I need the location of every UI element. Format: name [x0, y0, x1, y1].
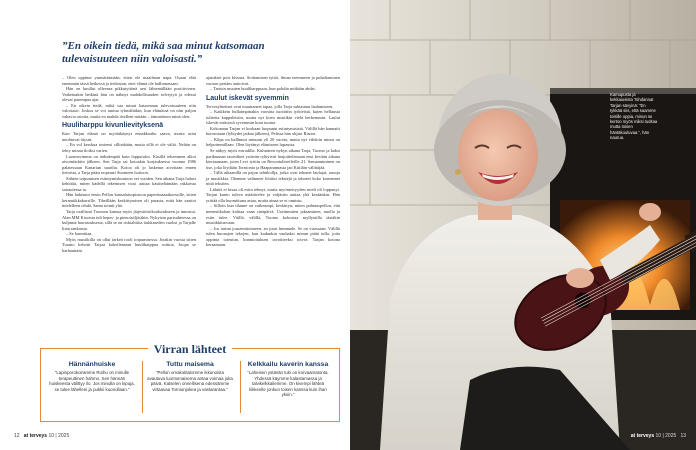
body-column-2	[206, 75, 340, 248]
paragraph: Hän on kuullut olleensa pikkutyttönä aeri lähtemällään positiivinen. Vaikeinakin hetkinä hän on nähnyt mahdollisuuden selviytyä ja edessä olevat parempaa ajat.	[62, 86, 196, 103]
paragraph: Tervesyhteitset ovat muuttaneet tapaa, jolla Tarja suhtautuu laulamiseen.	[206, 103, 334, 109]
issue-number: 10 | 2025	[655, 433, 677, 439]
pull-quote: ”En oikein tiedä, mikä saa minut katsomaan tulevaisuuteen niin valoisasti.”	[62, 40, 265, 65]
photo-caption: Kamupusta ja kekkaiusista Tohdannat Tarjan sävyinä: ”En tykkää siis, että saamme toisille oppia, minun se kertoo myös miksi tuoltaa mutta toisen häntäkuuluvaa.”, hän naurua.	[610, 92, 658, 141]
source-text: ”Lapinporokoiramme Roihu on minulle terapeuttinen hahmo. Sen hännän huiskeesta välittyy ilo. Jos minulla on kipuja, se tulee lähelleni ja pukkii kuonollaan.”	[49, 370, 135, 392]
source-item	[245, 361, 331, 398]
source-item	[147, 361, 233, 392]
source-item	[49, 361, 135, 392]
paragraph: – Jos tartun jouseenitoimeen, en juuri hinnmale. Se on virassaan. Välillä tulen huonojen tekojen, kun kadunkin vanhaksi minun pitää tulla, jotta oppinta toteutun, kunnioituksen tavoitteeksi toivot. Tarjan kotona keraamaan.	[206, 225, 340, 248]
source-title: Tuttu maisema	[166, 361, 214, 368]
paragraph: – Tällä aikaanillä on pajon tahtikollja, jotka ovat tehneet laulujat, runoja ja musiikkia. Olemme valinneet löitäisi tekstejä ja tehneet koko komennet niitä tekstien.	[206, 170, 340, 187]
paragraph: Hän hakeutui ensin Pellon kansalaisopistoon paperiinaasakurssille, sitten keramiikkakursille. Tiheillään keskittymisen oli parasta, mitä hän saattoi mielelleen tehdä, Sama toimii yhä.	[62, 192, 196, 209]
divider	[240, 361, 241, 413]
paragraph: – Tartuin muuten huuliharppuun, kun pohdin mitkään ahdat.	[210, 86, 316, 92]
paragraph: – Silloin kun tilanne on vaikeampi, keskittyn, miten puhtauspellon, että menestikohan kohtaa vaan sinäpäivä. Useimmiten jaksaminen, nuolla ja esiin tulee. Väillä, välillä, Tuomo kokostaa myllytailla tästäkin musiikkitarvaan.	[206, 203, 340, 226]
paragraph: Myös musiikilla on ollut tärkeä rooli toipumisessa. Jotakin vuosia sitten Tuomo kehotti Tarjaa kokeilemaan huuliharppua soittoa. Joopa se harhauttaisi	[62, 236, 196, 253]
sources-title: Virran lähteet	[148, 342, 233, 356]
paragraph: Luomisvimma on tärkeämpää kuin lopputulos. Käsillä tekeminen alkoi aivoinfarktin jälkeen. Sen Tarja sai kotoakin korjauksessa vuonna 1986 palatessaan Kanarian saarilta. Kotoa oli jo lasketun aivoitaan ennen tietoista, a Tarja pääsi nopeasti Suomeen hoitoon.	[62, 153, 196, 176]
subheading: Laulut iskevät syvemmin	[206, 94, 289, 102]
paragraph: Siihien toipumisen esiintymiskuntoon vei vuoden. Sen aikana Tarja halusi kehittää, miten kädellä tekemisen voisi auttaa käsitteltämään rakkavaa sairautensa ta.	[62, 175, 196, 192]
paragraph: Tarja osallistui Tuomon kanssa myös järjestöisökoulutukseen ja innostui. Alan MM Kisoista tuli hepes- ja pienoisöljäsihin. Nykyisin parisuhteessa on kuljunut harrastuksesta, sillä se on riskialttiita tiukkaseden vuoksi ja Tarjalle liian rankaista.	[62, 209, 196, 231]
source-text: ”Pellon omakotitalomme ikkunoista avautuva luontomaisema antaa voimaa joka päivä. Katselen onnellisena edessämme virtaavaa Tornionjokea ja vastarantaa.”	[147, 370, 233, 392]
paragraph: Se näkyy myös estradilla. Kulunteen nykyn aikana Tarja, Tuomo ja kaksi parikunnan tasaväkeä ystävän ryhtyivät harjoittelemaan ensi kevään aikana kiertaamaan, joten Levi tyttiin on Revontulitreffeille 21. Samanniminen on itse, joka löydään Tornionta ja Haaparannasta jan Kittilän välittäjää.	[206, 148, 340, 170]
source-title: Kelkkailu kaverin kanssa	[247, 361, 329, 368]
paragraph: – Kaikkein hullaimpinakin vuosina tuosittiin työtteistä, kuten hellausta tulitetta kappaleisiin, mutta nyt koen musiikin vielä herkemmin. Laulut iskevät entisestä syvemmin kuin tuoma.	[206, 109, 340, 126]
sources-box	[40, 342, 340, 422]
page-footer-right	[631, 433, 686, 439]
paragraph: Lähtöä ei kisaa oli esiin tehnyt, mutta myönteisyyden mieli oli loppunyt. Tarjan kunto tuleva määrittelee ja valjäsiin auttaa yhä kesäänkin. Hän yrittää olla huomittuna asiaa, mutta ainaa se ei onnistu.	[206, 186, 340, 203]
paragraph: – En vol kerskua tosiensi sillonkään, mutta sillä ei ole väliä. Nehän on tehty minua iloiksi varten.	[62, 142, 196, 154]
source-text: ”Laheisen ystävän tuki on korvaamatonta. Yhdessä käymme kalastamassa ja talvikelkkailemme. On kivempi lähteä liikkeelle jonkun toisen kanssa kuin ihan yksin.”	[247, 370, 329, 398]
paragraph: – Se harmittaa.	[66, 231, 93, 237]
page-number: 13	[680, 433, 686, 439]
page-footer-left	[14, 433, 69, 439]
subheading: Huuliharppu kivunlievityksenä	[62, 122, 164, 130]
paragraph: – En oikein tiedä, mikä saa minut katsomaan tulevaisuuteen niin valoisasti. Joskus se voi tuntua tyhmältäkin, kun elämässä on niin paljon vakavia asioita, mutta en mahda itselleni mitään – tämmöinen minä olen.	[62, 102, 196, 119]
right-page-photo	[350, 0, 696, 450]
divider	[142, 361, 143, 413]
issue-number: 10 | 2025	[48, 433, 70, 439]
paragraph: Kokonaan Tarjan ei koskaan luopunut esiintymisistä. Välillä hän kannatti kuorostaan (lyhiydet jatkaa jälkeen), Pelissa hän ohjasi Ristan.	[206, 125, 340, 137]
photo-illustration	[350, 0, 696, 450]
paragraph: – Kilpa on hallinnut minuun yli 20 vuotta, mutta nyt vihdoin minut on helpoimmillaan. Olen löytänyt elämiseen lupausta.	[206, 136, 340, 148]
source-title: Hännänhuiske	[68, 361, 116, 368]
paragraph: ajatukset pois kivusta. Soittamisen tyttöi, ilman teemmeen ja puhaltaminen vuoron periäm auttoivat.	[206, 75, 340, 86]
page-number: 12	[14, 433, 20, 439]
body-column-1	[62, 75, 196, 253]
paragraph: Kun Tarjan elämä on myötäkäynyt ennakkoahu saava, musta asiat unohtuvat täysin.	[62, 131, 196, 142]
magazine-name: at terveys	[630, 433, 655, 439]
magazine-name: at terveys	[23, 433, 48, 439]
paragraph: – Olen oppinut ymmärtämään, etten ole maailman napa. Osaan elää enemmän tässä hetkessä ja tiedostan, ettei elämä ole hallinnassani.	[62, 75, 196, 86]
